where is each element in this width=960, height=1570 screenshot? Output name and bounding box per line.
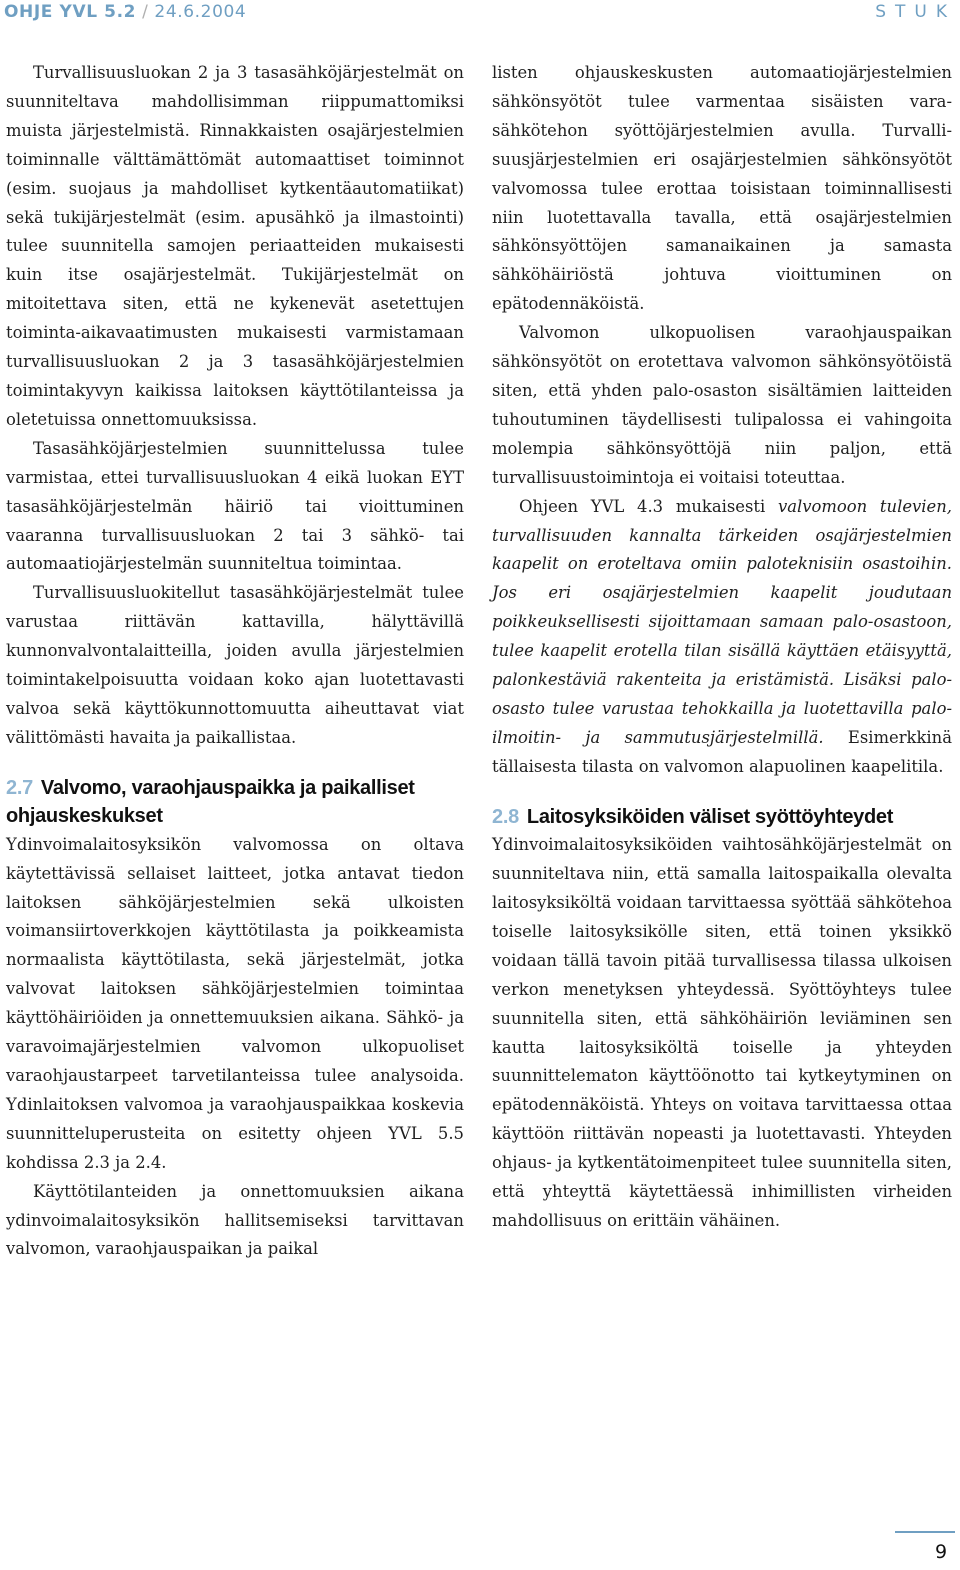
section-heading	[492, 803, 952, 832]
paragraph: listen ohjauskeskusten automaatiojärjestelmien sähkönsyötöt tulee varmentaa sisäisten varasähkötehon syöttöjärjestelmien avulla. Turvallisuusjärjestelmien eri osajärjestelmien sähkönsyötöt valvomossa tulee erottaa toisistaan toiminnallisesti niin luotettavalla tavalla, että osajärjestelmien sähkönsyöttöjen samanaikainen ja samasta sähköhäiriöstä johtuva vioittuminen on epätodennäköistä.	[492, 63, 952, 314]
section-spacer	[6, 753, 464, 774]
header-doc-ref	[4, 0, 246, 24]
paragraph: Ydinvoimalaitosyksiköiden vaihtosähköjärjestelmät on suunniteltava niin, että samalla laitospaikalla olevalta laitosyksiköltä voidaan tarvittaessa syöttää sähkötehoa toiselle laitosyksikölle siten, että toinen yksikkö voidaan tällä tavoin pitää turvallisessa tilassa ulkoisen verkon menetyksen yhteydessä. Syöttöyhteys tulee suunnitella siten, että sähköhäiriön leviäminen sen kautta laitosyksiköltä toiselle ja yhteyden suunnittelematon käyttöönotto tai kytkeytyminen on epätodennäköistä. Yhteys on voitava tarvittaessa ottaa käyttöön riittävän nopeasti ja luotettavasti. Yhteyden ohjaus- ja kytkentätoimenpiteet tulee suunnitella siten, että yhteyttä käytettäessä inhimillisten virheiden mahdollisuus on erittäin vähäinen.	[492, 835, 952, 1230]
paragraph-italic-text: valvomoon tulevien, turvallisuuden kannalta tärkeiden osajärjestelmien kaapelit on eroteltava omiin paloteknisiin osastoihin. Jos eri osajärjestelmien kaapelit joudutaan poikkeuksellisesti sijoittamaan samaan palo-osastoon, tulee kaapelit erotella tilan sisällä käyttäen etäisyyttä, palonkestäviä rakenteita ja eristämistä. Lisäksi palo-osasto tulee varustaa tehokkailla ja luotettavilla paloilmoitin- ja sammutusjärjestelmillä.	[492, 496, 952, 747]
section-number: 2.8	[492, 805, 519, 828]
paragraph	[492, 493, 952, 782]
paragraph-text: Esimerkkinä tällaisesta tilasta on valvomon alapuolinen kaapelitila.	[492, 727, 952, 776]
paragraph: Turvallisuusluokitellut tasasähköjärjestelmät tulee varustaa riittävän kattavilla, hälyttävillä kunnonvalvontalaitteilla, joiden avulla järjestelmien toimintakelpoisuutta voidaan koko ajan luotettavasti valvoa sekä käyttökunnottomuutta aiheuttavat viat välittömästi havaita ja paikallistaa.	[6, 583, 464, 747]
paragraph-text: Ohjeen YVL 4.3 mukaisesti	[519, 496, 778, 516]
header-doc-id: OHJE YVL 5.2	[4, 2, 137, 22]
section-heading	[6, 774, 464, 831]
section-title: Valvomo, varaohjauspaikka ja paikalliset ohjauskeskukset	[6, 776, 415, 828]
section-title: Laitosyksiköiden väliset syöttöyhteydet	[526, 805, 894, 828]
paragraph: Ydinvoimalaitosyksikön valvomossa on oltava käytettävissä sellaiset laitteet, jotka antavat tiedon laitoksen sähköjärjestelmien sekä ulkoisten voimansiirtoverkkojen käyttötilasta ja poikkeamista normaalista käyttötilasta, sekä järjestelmät, jotka valvovat laitoksen sähköjärjestelmien toimintaa käyttöhäiriöiden ja onnettemuuksien aikana. Sähkö- ja varavoimajärjestelmien valvomon ulkopuoliset varaohjaustarpeet tarvetilanteissa tulee analysoida. Ydinlaitoksen valvomoa ja varaohjauspaikkaa koskevia suunnitteluperusteita on esitetty ohjeen YVL 5.5 kohdissa 2.3 ja 2.4.	[6, 834, 464, 1172]
header-org: STUK	[875, 2, 956, 22]
left-column	[6, 59, 464, 1264]
page-number: 9	[935, 1541, 948, 1563]
section-number: 2.7	[6, 776, 33, 799]
header-date: 24.6.2004	[154, 2, 247, 22]
paragraph: Valvomon ulkopuolisen varaohjauspaikan sähkönsyötöt on erotettava valvomon sähkönsyötöistä siten, että yhden palo-osaston sisältämien laitteiden tuhoutuminen täydellisesti tulipalossa ei vahingoita molempia sähkönsyöttöjä niin paljon, että turvallisuustoimintoja ei voitaisi toteuttaa.	[492, 323, 952, 487]
paragraph: Käyttötilanteiden ja onnettomuuksien aikana ydinvoimalaitosyksikön hallitsemiseksi tarvittavan valvomon, varaohjauspaikan ja paikal	[6, 1181, 464, 1259]
right-column	[492, 59, 952, 1236]
running-header	[0, 0, 960, 24]
section-spacer	[492, 782, 952, 803]
paragraph: Turvallisuusluokan 2 ja 3 tasasähköjärjestelmät on suunniteltava mahdollisimman riippumattomiksi muista järjestelmistä. Rinnakkaisten osajärjestelmien toiminnalle välttämättömät automaattiset toiminnot (esim. suojaus ja mahdolliset kytkentäautomatiikat) sekä tukijärjestelmät (esim. apusähkö ja ilmastointi) tulee suunnitella samojen periaatteiden mukaisesti kuin itse osajärjestelmät. Tukijärjestelmät on mitoitettava siten, että ne kykenevät asetettujen toiminta-aikavaatimusten mukaisesti varmistamaan turvallisuusluokan 2 ja 3 tasasähköjärjestelmien toimintakyvyn kaikissa laitoksen käyttötilanteissa ja oletetuissa onnettomuuksissa.	[6, 63, 464, 429]
page-number-rule	[895, 1531, 955, 1533]
paragraph: Tasasähköjärjestelmien suunnittelussa tulee varmistaa, ettei turvallisuusluokan 4 eikä luokan EYT tasasähköjärjestelmän häiriö tai vioittuminen vaaranna turvallisuusluokan 2 tai 3 sähkö- tai automaatiojärjestelmän suunniteltua toimintaa.	[6, 438, 464, 574]
header-separator: /	[136, 2, 155, 22]
